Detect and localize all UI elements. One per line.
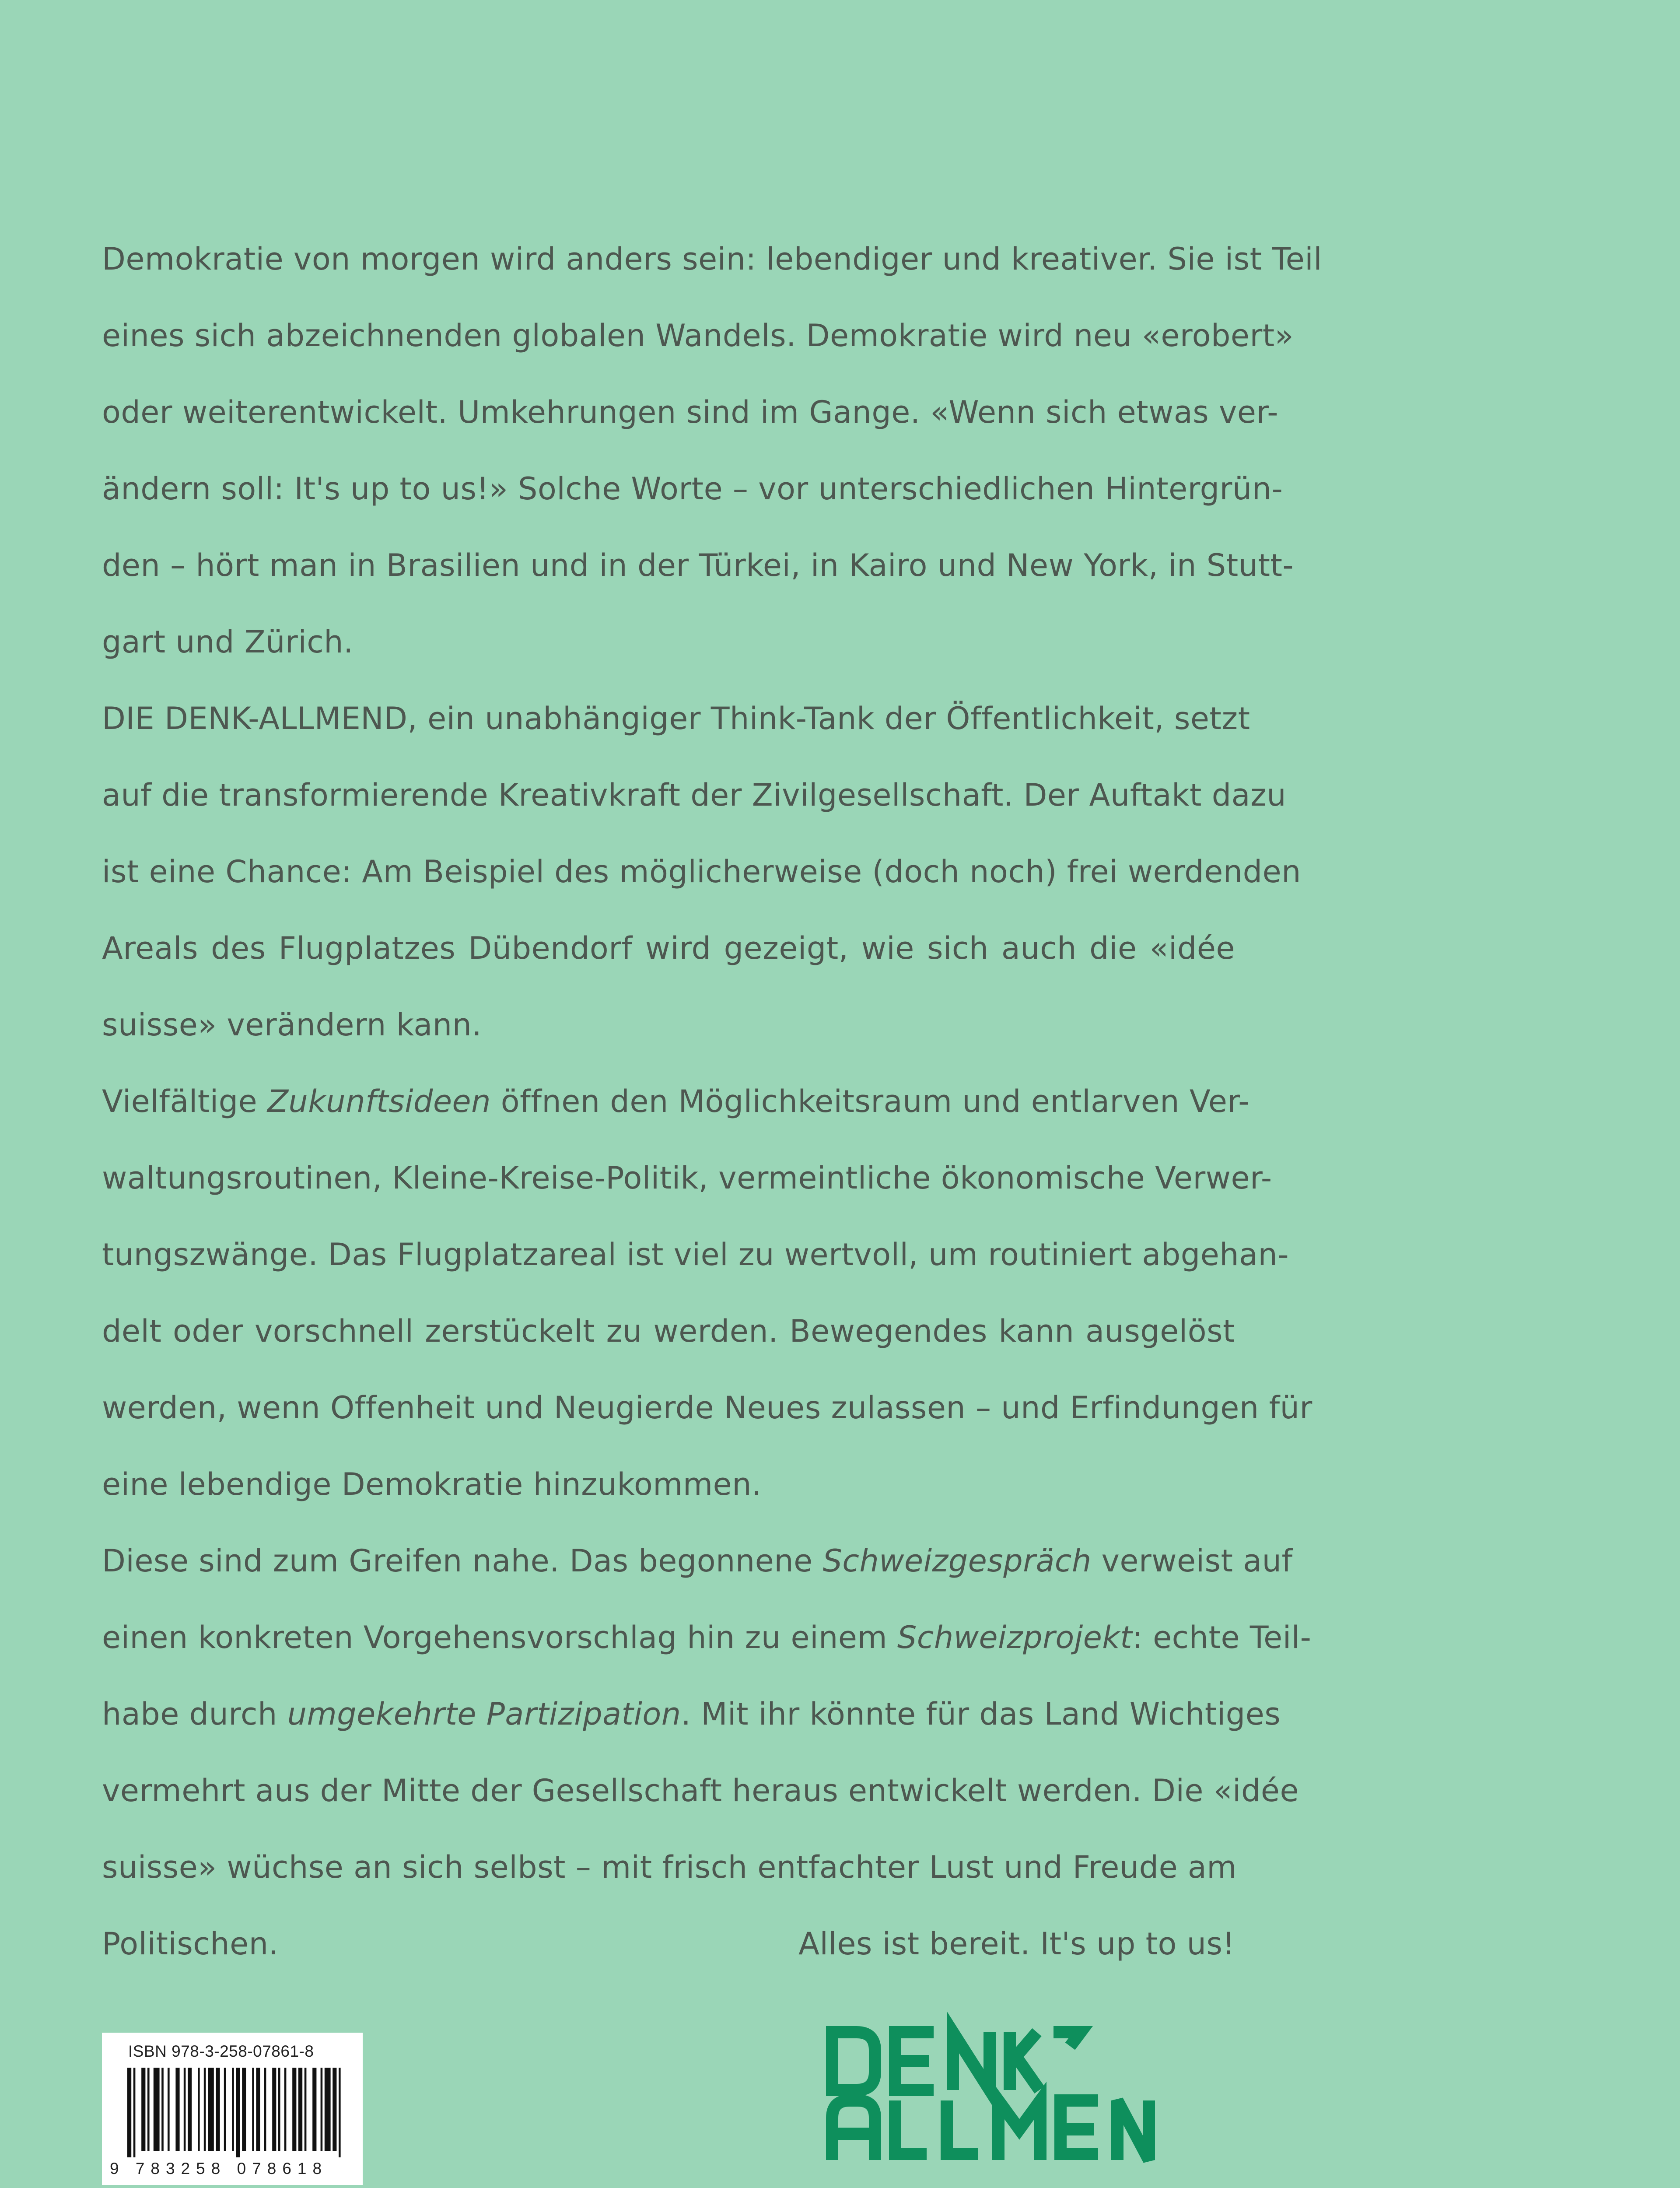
text-line: waltungsroutinen, Kleine-Kreise-Politik, vermeintliche ökonomische Verwer-: [102, 1160, 1272, 1196]
barcode-bar: [208, 2068, 214, 2151]
barcode-bar: [325, 2068, 331, 2151]
barcode-bar: [216, 2068, 220, 2151]
paragraph-2: [102, 680, 1302, 1063]
text-line: auf die transformierende Kreativkraft der Zivilgesellschaft. Der Auftakt dazu: [102, 777, 1287, 813]
denk-allmend-logo: [826, 2026, 1185, 2166]
barcode-bar: [224, 2068, 226, 2151]
barcode-bars: [127, 2068, 346, 2157]
text-line: [102, 1523, 1293, 1599]
barcode-bar: [298, 2068, 302, 2151]
text-run: Vielfältige: [102, 1083, 267, 1119]
emphasis-schweizgespraech: Schweizgespräch: [822, 1543, 1092, 1579]
barcode-bar: [339, 2068, 341, 2157]
text-line: delt oder vorschnell zerstückelt zu werden. Bewegendes kann ausgelöst: [102, 1313, 1235, 1349]
text-run: : echte Teil-: [1132, 1620, 1312, 1655]
text-line: [102, 1599, 1312, 1676]
text-line: oder weiterentwickelt. Umkehrungen sind im Gange. «Wenn sich etwas ver-: [102, 394, 1279, 430]
barcode-bar: [127, 2068, 131, 2157]
text-line: DIE DENK-ALLMEND, ein unabhängiger Think-Tank der Öffentlichkeit, setzt: [102, 701, 1250, 736]
isbn-barcode: [102, 2033, 363, 2185]
text-line: ist eine Chance: Am Beispiel des möglicherweise (doch noch) frei werdenden: [102, 854, 1302, 890]
barcode-bar: [292, 2068, 296, 2151]
barcode-bar: [198, 2068, 200, 2151]
barcode-bar: [272, 2068, 276, 2151]
text-line: ändern soll: It's up to us!» Solche Worte – vor unterschiedlichen Hintergrün-: [102, 471, 1283, 507]
barcode-bar: [188, 2068, 192, 2151]
barcode-bar: [147, 2068, 150, 2151]
barcode-bar: [256, 2068, 260, 2151]
barcode-bar: [141, 2068, 145, 2151]
barcode-digits: 9 783258 078618: [110, 2160, 328, 2177]
text-run: Diese sind zum Greifen nahe. Das begonnene: [102, 1543, 823, 1579]
back-cover-text: [102, 221, 1323, 1982]
barcode-bar: [232, 2068, 234, 2151]
text-run: öffnen den Möglichkeitsraum und entlarven Ver-: [490, 1083, 1250, 1119]
paragraph-4: [102, 1523, 1312, 1982]
barcode-bar: [133, 2068, 136, 2157]
text-run: verweist auf: [1091, 1543, 1293, 1579]
barcode-bar: [236, 2068, 240, 2157]
barcode-bar: [332, 2068, 336, 2151]
barcode-bar: [321, 2068, 323, 2151]
emphasis-umgekehrte-partizipation: umgekehrte Partizipation: [287, 1696, 681, 1732]
barcode-bar: [284, 2068, 287, 2151]
text-line: [102, 1063, 1250, 1140]
text-run: . Mit ihr könnte für das Land Wichtiges: [681, 1696, 1281, 1732]
barcode-bar: [312, 2068, 316, 2151]
barcode-bar: [204, 2068, 206, 2151]
text-run: einen konkreten Vorgehensvorschlag hin zu einem: [102, 1620, 897, 1655]
barcode-bar: [161, 2068, 164, 2151]
text-line: eine lebendige Demokratie hinzukommen.: [102, 1466, 762, 1502]
text-line: suisse» verändern kann.: [102, 1007, 482, 1043]
text-line: den – hört man in Brasilien und in der Türkei, in Kairo und New York, in Stutt-: [102, 547, 1294, 583]
emphasis-schweizprojekt: Schweizprojekt: [897, 1620, 1133, 1655]
text-line: werden, wenn Offenheit und Neugierde Neues zulassen – und Erfindungen für: [102, 1390, 1312, 1426]
text-line: gart und Zürich.: [102, 624, 354, 660]
paragraph-1: [102, 221, 1323, 680]
barcode-bar: [168, 2068, 170, 2151]
barcode-bar: [175, 2068, 179, 2151]
text-line-final: [102, 1906, 1235, 1982]
text-run: Politischen.: [102, 1926, 279, 1962]
text-line: [102, 1676, 1281, 1753]
barcode-bar: [242, 2068, 246, 2151]
closing-statement: Alles ist bereit. It's up to us!: [798, 1926, 1235, 1962]
text-run: habe durch: [102, 1696, 287, 1732]
barcode-bar: [278, 2068, 280, 2151]
barcode-bar: [252, 2068, 254, 2151]
text-line: eines sich abzeichnenden globalen Wandels. Demokratie wird neu «erobert»: [102, 318, 1294, 354]
isbn-label: ISBN 978-3-258-07861-8: [128, 2042, 314, 2060]
text-line: Areals des Flugplatzes Dübendorf wird gezeigt, wie sich auch die «idée: [102, 930, 1235, 966]
barcode-bar: [264, 2068, 266, 2151]
paragraph-3: [102, 1063, 1312, 1523]
text-line: Demokratie von morgen wird anders sein: lebendiger und kreativer. Sie ist Teil: [102, 241, 1323, 277]
text-line: suisse» wüchse an sich selbst – mit frisch entfachter Lust und Freude am: [102, 1849, 1237, 1885]
barcode-bar: [154, 2068, 160, 2151]
text-line: vermehrt aus der Mitte der Gesellschaft heraus entwickelt werden. Die «idée: [102, 1773, 1299, 1809]
emphasis-zukunftsideen: Zukunftsideen: [267, 1083, 491, 1119]
text-line: tungszwänge. Das Flugplatzareal ist viel zu wertvoll, um routiniert abgehan-: [102, 1237, 1289, 1273]
barcode-bar: [304, 2068, 307, 2151]
barcode-bar: [184, 2068, 186, 2151]
